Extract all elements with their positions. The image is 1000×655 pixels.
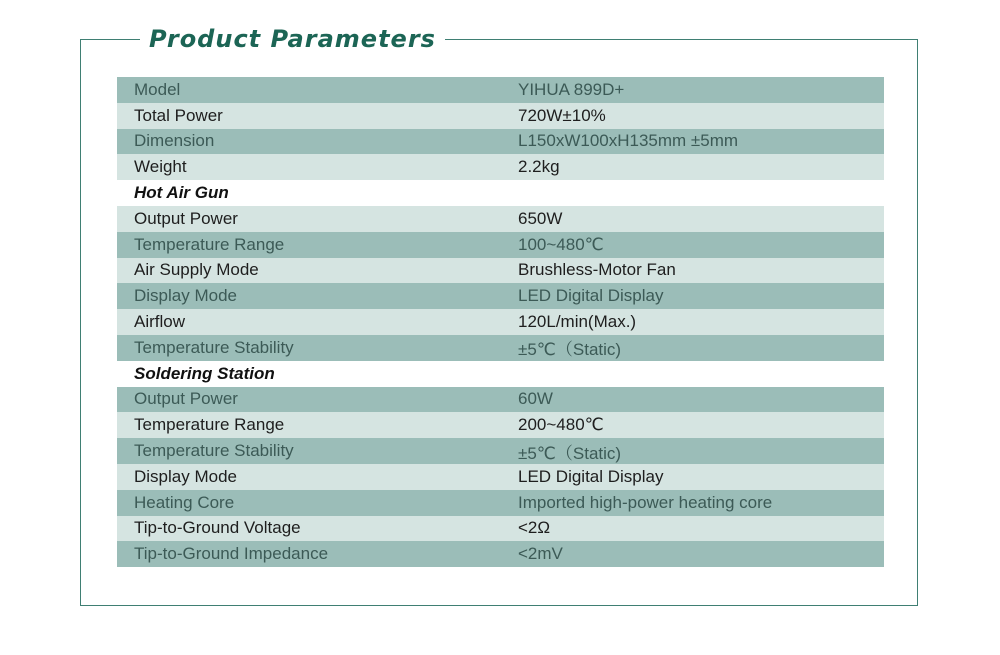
- parameter-value: 200~480℃: [518, 415, 604, 435]
- table-row: [117, 103, 884, 129]
- table-row: [117, 490, 884, 516]
- section-title: Soldering Station: [134, 363, 275, 383]
- parameter-value: LED Digital Display: [518, 466, 664, 486]
- parameter-label: Temperature Range: [134, 415, 285, 435]
- parameter-label: Total Power: [134, 105, 223, 125]
- parameter-value: 60W: [518, 389, 553, 409]
- parameter-value: L150xW100xH135mm ±5mm: [518, 131, 739, 151]
- parameter-label: Temperature Stability: [134, 337, 294, 357]
- parameter-value: <2mV: [518, 544, 563, 564]
- parameter-label: Weight: [134, 157, 187, 177]
- parameter-label: Display Mode: [134, 286, 237, 306]
- parameter-label: Output Power: [134, 389, 238, 409]
- table-row: [117, 206, 884, 232]
- section-header: [117, 180, 884, 206]
- parameter-label: Airflow: [134, 312, 186, 332]
- parameter-label: Heating Core: [134, 492, 235, 512]
- parameter-value: ±5℃（Static): [518, 340, 622, 360]
- parameter-value: 2.2kg: [518, 157, 560, 177]
- table-row: [117, 541, 884, 567]
- table-row: [117, 309, 884, 335]
- table-row: [117, 154, 884, 180]
- page-title: Product Parameters: [140, 22, 445, 56]
- table-row: [117, 129, 884, 155]
- parameter-label: Tip-to-Ground Impedance: [134, 544, 329, 564]
- table-row: [117, 464, 884, 490]
- parameter-value: 100~480℃: [518, 234, 604, 254]
- parameter-value: 120L/min(Max.): [518, 312, 637, 332]
- section-header: [117, 361, 884, 387]
- table-row: [117, 77, 884, 103]
- parameter-label: Temperature Range: [134, 234, 285, 254]
- parameter-value: Brushless-Motor Fan: [518, 260, 676, 280]
- parameter-label: Tip-to-Ground Voltage: [134, 518, 301, 538]
- table-row: [117, 412, 884, 438]
- parameter-label: Output Power: [134, 208, 238, 228]
- table-row: [117, 232, 884, 258]
- parameter-label: Dimension: [134, 131, 215, 151]
- parameter-value: LED Digital Display: [518, 286, 664, 306]
- table-row: [117, 387, 884, 413]
- parameter-value: 650W: [518, 208, 563, 228]
- parameter-value: 720W±10%: [518, 105, 606, 125]
- section-title: Hot Air Gun: [134, 183, 229, 203]
- parameter-label: Temperature Stability: [134, 441, 294, 461]
- table-row: [117, 283, 884, 309]
- parameters-table: [117, 77, 884, 567]
- parameter-value: YIHUA 899D+: [518, 79, 625, 99]
- parameter-value: Imported high-power heating core: [518, 492, 773, 512]
- parameter-label: Model: [134, 79, 181, 99]
- parameter-label: Air Supply Mode: [134, 260, 259, 280]
- parameter-value: <2Ω: [518, 518, 551, 538]
- table-row: [117, 335, 884, 361]
- parameter-label: Display Mode: [134, 466, 237, 486]
- parameter-value: ±5℃（Static): [518, 443, 622, 463]
- table-row: [117, 438, 884, 464]
- table-row: [117, 258, 884, 284]
- table-row: [117, 516, 884, 542]
